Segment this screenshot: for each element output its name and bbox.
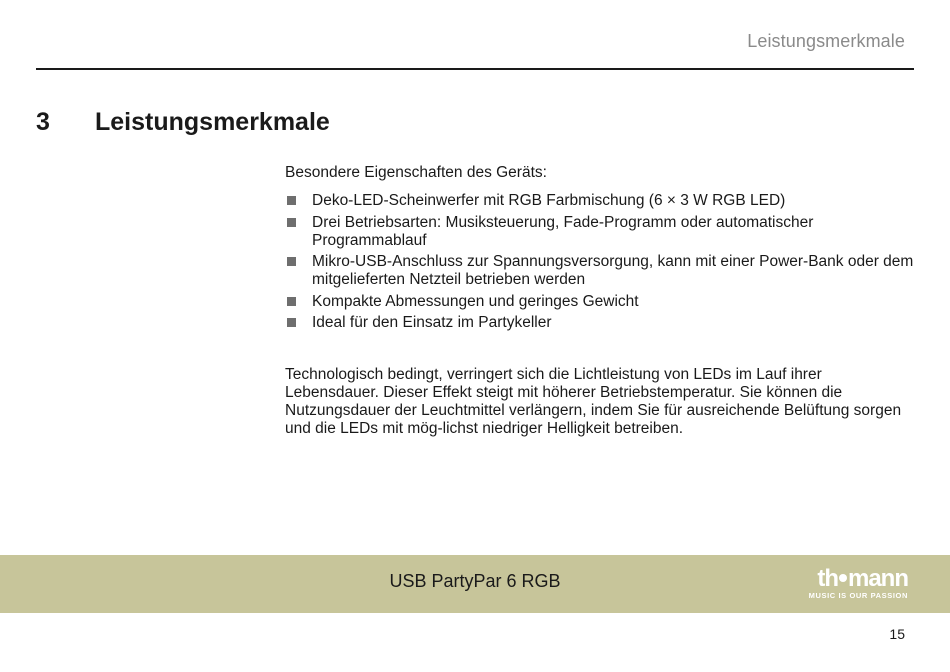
thomann-logo: [790, 567, 908, 600]
feature-text: Ideal für den Einsatz im Partykeller: [312, 314, 552, 331]
square-bullet-icon: [287, 318, 296, 327]
led-lifetime-note: Technologisch bedingt, verringert sich die Lichtleistung von LEDs im Lauf ihrer Lebensdauer. Dieser Effekt steigt mit höherer Betriebstemperatur. Sie können die Nutzungsdauer der Leuchtmittel verlängern, indem Sie für ausreichende Belüftung sorgen und die LEDs mit mög-lichst niedriger Helligkeit betreiben.: [285, 366, 902, 437]
feature-list: [285, 192, 915, 332]
logo-wordmark: th mann: [817, 565, 908, 592]
logo-slogan: MUSIC IS OUR PASSION: [808, 591, 908, 600]
header-rule: [36, 68, 914, 70]
list-item: [285, 293, 915, 311]
product-name: USB PartyPar 6 RGB: [389, 571, 561, 591]
intro-text: Besondere Eigenschaften des Geräts:: [285, 164, 547, 181]
feature-text: Drei Betriebsarten: Musiksteuerung, Fade-Programm oder automatischer Programmablauf: [312, 213, 814, 249]
square-bullet-icon: [287, 196, 296, 205]
list-item: [285, 192, 915, 210]
square-bullet-icon: [287, 297, 296, 306]
logo-dot-icon: [839, 574, 847, 582]
feature-text: Kompakte Abmessungen und geringes Gewicht: [312, 292, 639, 310]
running-header: Leistungsmerkmale: [747, 31, 905, 51]
list-item: [285, 214, 915, 250]
square-bullet-icon: [287, 218, 296, 227]
feature-text: Mikro-USB-Anschluss zur Spannungsversorgung, kann mit einer Power-Bank oder dem mitgelieferten Netzteil betrieben werden: [312, 253, 914, 288]
chapter-title: Leistungsmerkmale: [95, 108, 330, 136]
page-number: 15: [889, 626, 905, 642]
content-block: [285, 164, 915, 438]
square-bullet-icon: [287, 257, 296, 266]
feature-text: Deko-LED-Scheinwerfer mit RGB Farbmischung (6 × 3 W RGB LED): [312, 192, 786, 209]
list-item: [285, 253, 915, 289]
chapter-number: 3: [36, 108, 50, 136]
list-item: [285, 314, 915, 332]
